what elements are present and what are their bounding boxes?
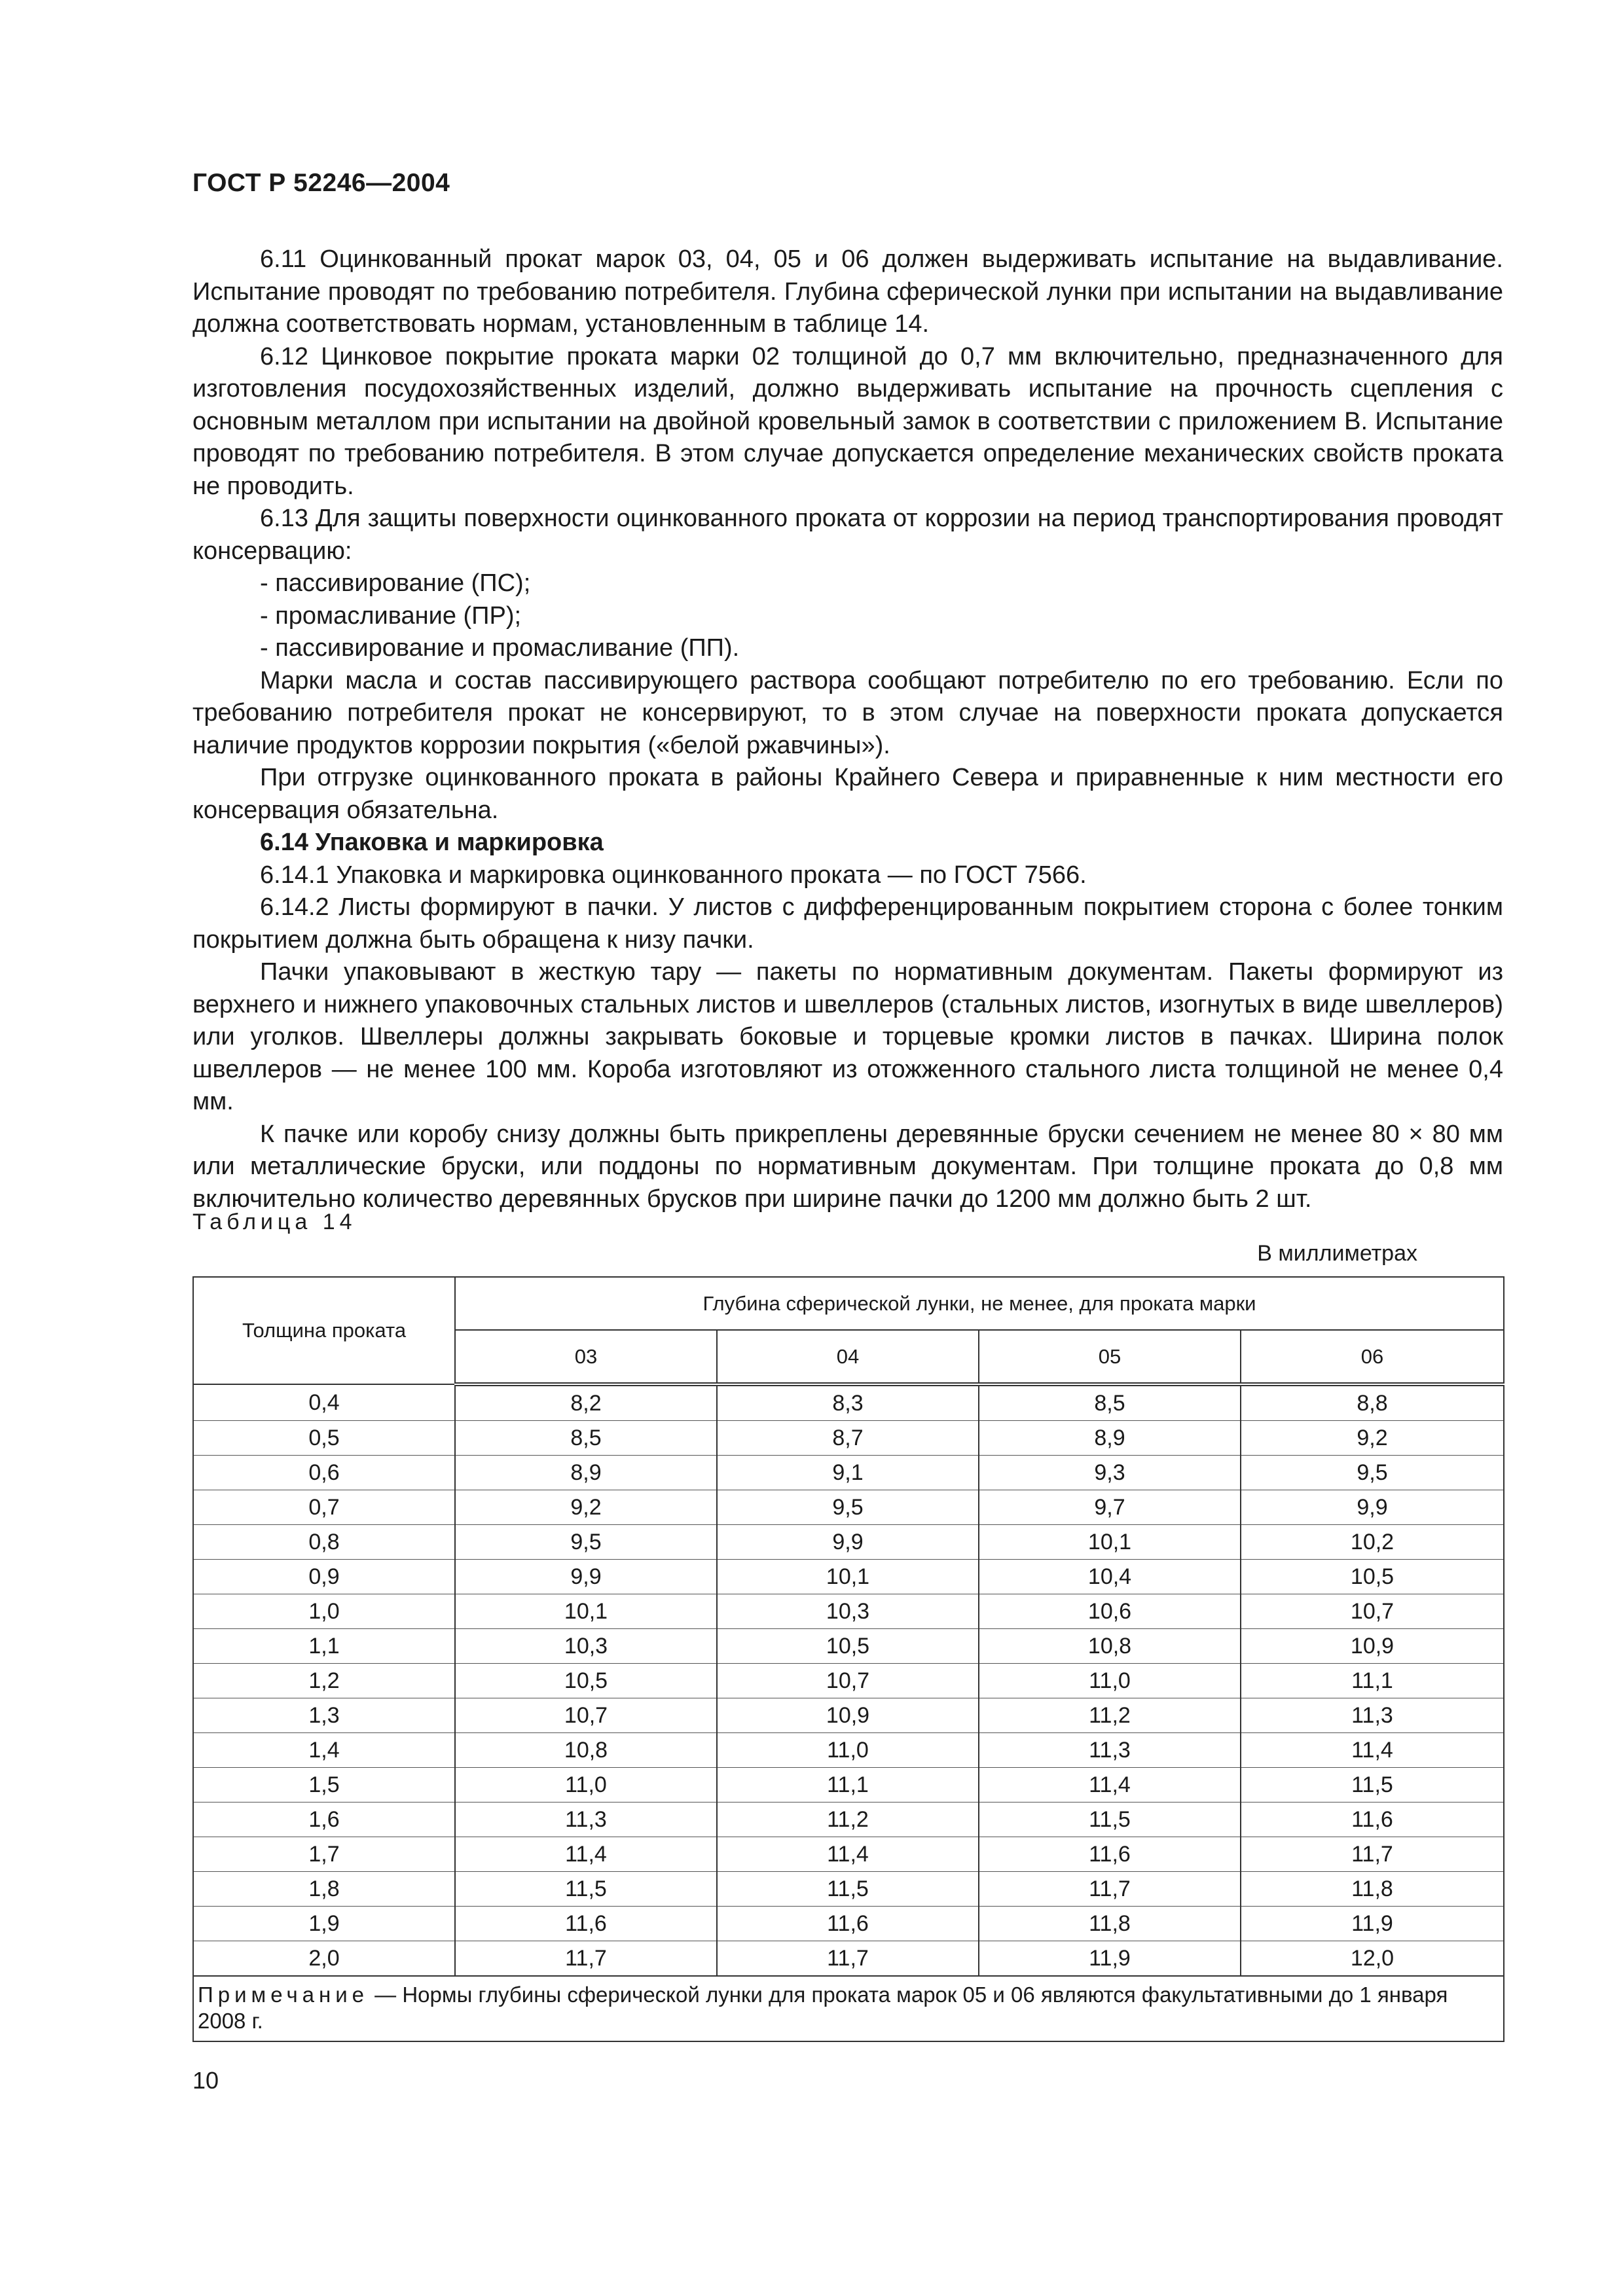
cell-depth: 9,3 — [979, 1456, 1241, 1490]
table-note — [193, 1976, 1504, 2041]
header-grade: 06 — [1241, 1330, 1504, 1384]
cell-thickness: 1,0 — [193, 1594, 455, 1629]
table-row — [193, 1872, 1504, 1907]
list-item: - пассивирование и промасливание (ПП). — [260, 634, 740, 662]
cell-depth: 8,3 — [717, 1384, 979, 1421]
table-row — [193, 1560, 1504, 1594]
paragraph: 6.11 Оцинкованный прокат марок 03, 04, 05 и 06 должен выдерживать испытание на выдавливание. Испытание проводят по требованию потребителя. Глубина сферической лунки при испытании на выдавливание должна соответствовать нормам, установленным в таблице 14. — [192, 245, 1503, 338]
paragraph: К пачке или коробу снизу должны быть прикреплены деревянные бруски сечением не менее 80 × 80 мм или металлические бруски, или поддоны по нормативным документам. При толщине проката до 0,8 мм включительно количество деревянных брусков при ширине пачки до 1200 мм должно быть 2 шт. — [192, 1120, 1503, 1213]
table-row — [193, 1629, 1504, 1664]
header-thickness: Толщина проката — [193, 1277, 455, 1384]
cell-depth: 11,6 — [979, 1837, 1241, 1872]
paragraph: Пачки упаковывают в жесткую тару — пакеты по нормативным документам. Пакеты формируют из верхнего и нижнего упаковочных стальных листов и швеллеров (стальных листов, изогнутых в виде швеллеров) или уголков. Швеллеры должны закрывать боковые и торцевые кромки листов в пачках. Ширина полок швеллеров — не менее 100 мм. Короба изготовляют из отожженного стального листа толщиной не менее 0,4 мм. — [192, 958, 1503, 1115]
cell-thickness: 1,3 — [193, 1698, 455, 1733]
cell-depth: 11,6 — [1241, 1803, 1504, 1837]
cell-depth: 11,7 — [717, 1941, 979, 1977]
cell-depth: 10,9 — [1241, 1629, 1504, 1664]
cell-depth: 10,5 — [717, 1629, 979, 1664]
cell-depth: 8,2 — [455, 1384, 717, 1421]
cell-depth: 10,1 — [979, 1525, 1241, 1560]
document-header: ГОСТ Р 52246—2004 — [192, 169, 450, 197]
cell-depth: 11,3 — [455, 1803, 717, 1837]
table-row — [193, 1664, 1504, 1698]
cell-depth: 11,4 — [455, 1837, 717, 1872]
cell-thickness: 1,6 — [193, 1803, 455, 1837]
cell-depth: 11,0 — [979, 1664, 1241, 1698]
cell-depth: 10,5 — [1241, 1560, 1504, 1594]
cell-thickness: 0,6 — [193, 1456, 455, 1490]
header-grade: 05 — [979, 1330, 1241, 1384]
cell-depth: 11,4 — [1241, 1733, 1504, 1768]
cell-depth: 9,5 — [455, 1525, 717, 1560]
paragraph: Марки масла и состав пассивирующего раствора сообщают потребителю по его требованию. Если по требованию потребителя прокат не консервируют, то в этом случае на поверхности проката допускается наличие продуктов коррозии покрытия («белой ржавчины»). — [192, 666, 1503, 759]
table-row — [193, 1421, 1504, 1456]
cell-thickness: 0,5 — [193, 1421, 455, 1456]
cell-depth: 9,7 — [979, 1490, 1241, 1525]
cell-depth: 11,0 — [455, 1768, 717, 1803]
cell-depth: 10,8 — [979, 1629, 1241, 1664]
table-row — [193, 1384, 1504, 1421]
cell-depth: 8,9 — [979, 1421, 1241, 1456]
paragraph: 6.14.1 Упаковка и маркировка оцинкованного проката — по ГОСТ 7566. — [260, 861, 1087, 889]
cell-depth: 11,1 — [1241, 1664, 1504, 1698]
table-row — [193, 1941, 1504, 1977]
cell-thickness: 1,5 — [193, 1768, 455, 1803]
cell-depth: 8,5 — [979, 1384, 1241, 1421]
cell-thickness: 0,8 — [193, 1525, 455, 1560]
list-item: - промасливание (ПР); — [260, 601, 522, 630]
table-row — [193, 1456, 1504, 1490]
cell-depth: 9,5 — [717, 1490, 979, 1525]
cell-thickness: 0,4 — [193, 1384, 455, 1421]
note-label: Примечание — [198, 1982, 369, 2007]
cell-depth: 11,8 — [979, 1907, 1241, 1941]
cell-depth: 11,3 — [979, 1733, 1241, 1768]
cell-depth: 10,1 — [717, 1560, 979, 1594]
table-row — [193, 1837, 1504, 1872]
cell-depth: 11,9 — [1241, 1907, 1504, 1941]
cell-depth: 10,3 — [455, 1629, 717, 1664]
paragraph: 6.14.2 Листы формируют в пачки. У листов с дифференцированным покрытием сторона с более тонким покрытием должна быть обращена к низу пачки. — [192, 893, 1503, 954]
table-row — [193, 1490, 1504, 1525]
paragraph: 6.13 Для защиты поверхности оцинкованного проката от коррозии на период транспортирования проводят консервацию: — [192, 505, 1503, 565]
table-row — [193, 1768, 1504, 1803]
cell-depth: 9,2 — [1241, 1421, 1504, 1456]
cell-depth: 10,8 — [455, 1733, 717, 1768]
data-table — [192, 1276, 1504, 2042]
cell-depth: 10,6 — [979, 1594, 1241, 1629]
cell-depth: 11,5 — [979, 1803, 1241, 1837]
cell-depth: 9,1 — [717, 1456, 979, 1490]
cell-depth: 11,4 — [979, 1768, 1241, 1803]
cell-depth: 11,1 — [717, 1768, 979, 1803]
header-grade: 04 — [717, 1330, 979, 1384]
cell-depth: 11,5 — [717, 1872, 979, 1907]
cell-thickness: 2,0 — [193, 1941, 455, 1977]
cell-thickness: 0,9 — [193, 1560, 455, 1594]
cell-thickness: 1,4 — [193, 1733, 455, 1768]
cell-thickness: 1,2 — [193, 1664, 455, 1698]
cell-depth: 9,9 — [717, 1525, 979, 1560]
cell-depth: 10,5 — [455, 1664, 717, 1698]
cell-depth: 11,7 — [1241, 1837, 1504, 1872]
table-row — [193, 1803, 1504, 1837]
cell-depth: 11,7 — [979, 1872, 1241, 1907]
body-text — [192, 243, 1503, 1215]
cell-depth: 8,8 — [1241, 1384, 1504, 1421]
table-row — [193, 1733, 1504, 1768]
cell-depth: 10,7 — [455, 1698, 717, 1733]
cell-depth: 10,7 — [717, 1664, 979, 1698]
cell-depth: 11,6 — [455, 1907, 717, 1941]
cell-thickness: 1,8 — [193, 1872, 455, 1907]
cell-depth: 10,1 — [455, 1594, 717, 1629]
cell-thickness: 1,9 — [193, 1907, 455, 1941]
cell-depth: 11,4 — [717, 1837, 979, 1872]
table-row — [193, 1525, 1504, 1560]
note-text: — Нормы глубины сферической лунки для проката марок 05 и 06 являются факультативными до 1 января 2008 г. — [198, 1982, 1448, 2033]
cell-depth: 11,0 — [717, 1733, 979, 1768]
list-item: - пассивирование (ПС); — [260, 569, 531, 597]
cell-depth: 11,3 — [1241, 1698, 1504, 1733]
cell-depth: 11,8 — [1241, 1872, 1504, 1907]
cell-depth: 8,7 — [717, 1421, 979, 1456]
cell-depth: 11,7 — [455, 1941, 717, 1977]
cell-thickness: 1,7 — [193, 1837, 455, 1872]
table-row — [193, 1698, 1504, 1733]
cell-depth: 11,6 — [717, 1907, 979, 1941]
cell-thickness: 1,1 — [193, 1629, 455, 1664]
cell-depth: 10,2 — [1241, 1525, 1504, 1560]
header-depth-group: Глубина сферической лунки, не менее, для проката марки — [455, 1277, 1504, 1330]
cell-thickness: 0,7 — [193, 1490, 455, 1525]
table-caption: Таблица 14 — [192, 1210, 357, 1234]
paragraph: 6.12 Цинковое покрытие проката марки 02 толщиной до 0,7 мм включительно, предназначенного для изготовления посудохозяйственных изделий, должно выдерживать испытание на прочность сцепления с основным металлом при испытании на двойной кровельный замок в соответствии с приложением В. Испытание проводят по требованию потребителя. В этом случае допускается определение механических свойств проката не проводить. — [192, 342, 1503, 500]
table-body — [193, 1384, 1504, 1976]
cell-depth: 11,5 — [1241, 1768, 1504, 1803]
cell-depth: 10,9 — [717, 1698, 979, 1733]
cell-depth: 8,9 — [455, 1456, 717, 1490]
cell-depth: 10,4 — [979, 1560, 1241, 1594]
cell-depth: 10,7 — [1241, 1594, 1504, 1629]
table-row — [193, 1907, 1504, 1941]
cell-depth: 8,5 — [455, 1421, 717, 1456]
cell-depth: 11,9 — [979, 1941, 1241, 1977]
cell-depth: 12,0 — [1241, 1941, 1504, 1977]
cell-depth: 11,2 — [717, 1803, 979, 1837]
table-row — [193, 1594, 1504, 1629]
cell-depth: 11,5 — [455, 1872, 717, 1907]
cell-depth: 9,9 — [455, 1560, 717, 1594]
paragraph: При отгрузке оцинкованного проката в районы Крайнего Севера и приравненные к ним местности его консервация обязательна. — [192, 764, 1503, 824]
cell-depth: 9,9 — [1241, 1490, 1504, 1525]
table-units: В миллиметрах — [1257, 1241, 1417, 1266]
cell-depth: 11,2 — [979, 1698, 1241, 1733]
header-grade: 03 — [455, 1330, 717, 1384]
page-number: 10 — [192, 2067, 219, 2094]
cell-depth: 9,5 — [1241, 1456, 1504, 1490]
cell-depth: 10,3 — [717, 1594, 979, 1629]
cell-depth: 9,2 — [455, 1490, 717, 1525]
section-heading: 6.14 Упаковка и маркировка — [260, 829, 604, 856]
